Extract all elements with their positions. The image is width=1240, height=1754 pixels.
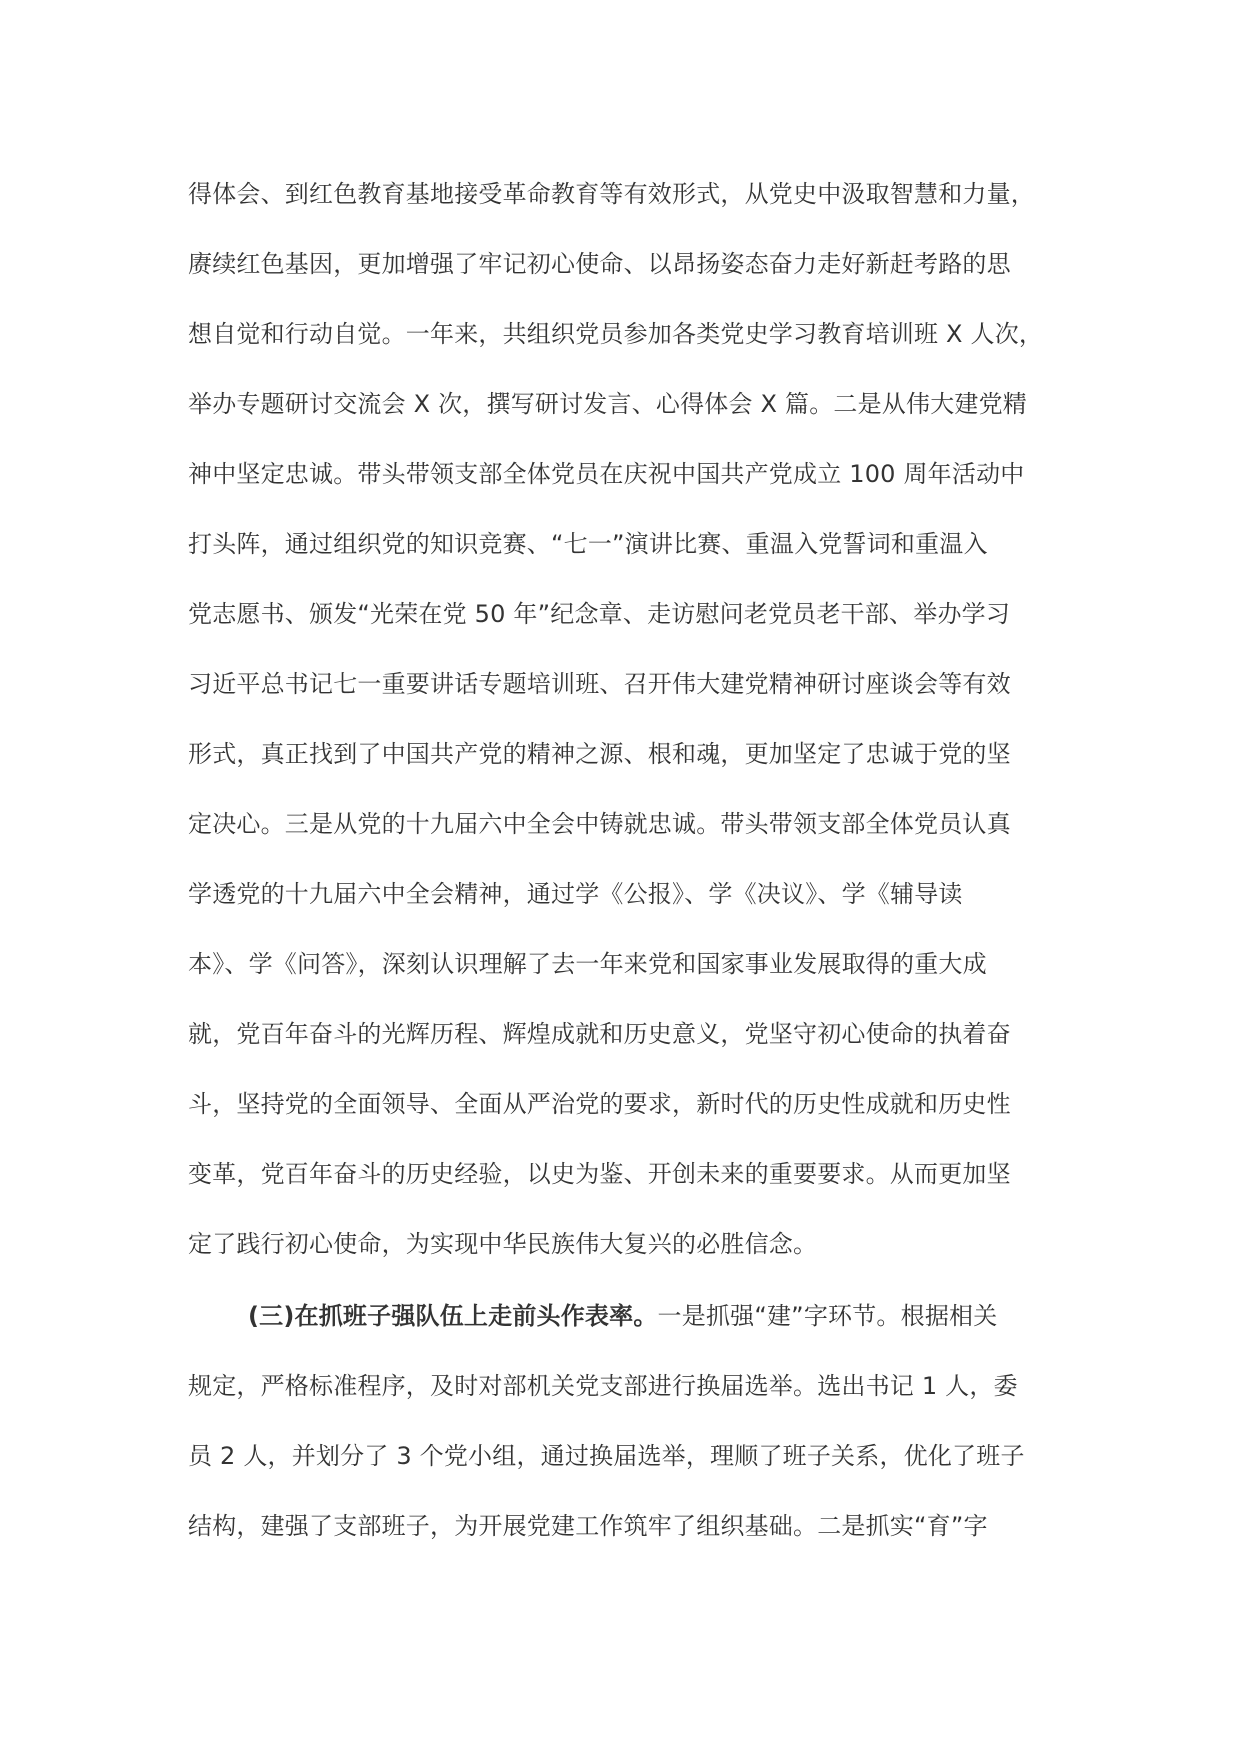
paragraph-line: 形式，真正找到了中国共产党的精神之源、根和魂，更加坚定了忠诚于党的坚 — [188, 740, 1011, 768]
paragraph-line: 本》、学《问答》，深刻认识理解了去一年来党和国家事业发展取得的重大成 — [188, 950, 987, 978]
paragraph-line: 神中坚定忠诚。带头带领支部全体党员在庆祝中国共产党成立 100 周年活动中 — [188, 460, 1025, 488]
paragraph-line: 斗，坚持党的全面领导、全面从严治党的要求，新时代的历史性成就和历史性 — [188, 1090, 1011, 1118]
paragraph-line: 打头阵，通过组织党的知识竞赛、“七一”演讲比赛、重温入党誓词和重温入 — [188, 530, 988, 558]
paragraph-line: 就，党百年奋斗的光辉历程、辉煌成就和历史意义，党坚守初心使命的执着奋 — [188, 1020, 1011, 1048]
paragraph-line: 定决心。三是从党的十九届六中全会中铸就忠诚。带头带领支部全体党员认真 — [188, 810, 1011, 838]
paragraph-line: 赓续红色基因，更加增强了牢记初心使命、以昂扬姿态奋力走好新赶考路的思 — [188, 250, 1011, 278]
paragraph-line: 定了践行初心使命，为实现中华民族伟大复兴的必胜信念。 — [188, 1230, 818, 1258]
paragraph-line: 变革，党百年奋斗的历史经验，以史为鉴、开创未来的重要要求。从而更加坚 — [188, 1160, 1011, 1188]
paragraph-line: 规定，严格标准程序，及时对部机关党支部进行换届选举。选出书记 1 人，委 — [188, 1372, 1018, 1400]
section-first-line-text: 一是抓强“建”字环节。根据相关 — [657, 1302, 998, 1330]
paragraph-line: 学透党的十九届六中全会精神，通过学《公报》、学《决议》、学《辅导读 — [188, 880, 963, 908]
paragraph-line: 结构，建强了支部班子，为开展党建工作筑牢了组织基础。二是抓实“育”字 — [188, 1512, 988, 1540]
paragraph-line: 得体会、到红色教育基地接受革命教育等有效形式，从党史中汲取智慧和力量， — [188, 180, 1035, 208]
section-first-line — [188, 1298, 1068, 1368]
paragraph-line: 党志愿书、颁发“光荣在党 50 年”纪念章、走访慰问老党员老干部、举办学习 — [188, 600, 1011, 628]
paragraph-line: 举办专题研讨交流会 X 次，撰写研讨发言、心得体会 X 篇。二是从伟大建党精 — [188, 390, 1027, 418]
document-body — [188, 176, 1068, 1578]
paragraph-line: 想自觉和行动自觉。一年来，共组织党员参加各类党史学习教育培训班 X 人次， — [188, 320, 1044, 348]
section-heading: (三)在抓班子强队伍上走前头作表率。 — [248, 1302, 658, 1330]
paragraph-line: 习近平总书记七一重要讲话专题培训班、召开伟大建党精神研讨座谈会等有效 — [188, 670, 1011, 698]
paragraph-line: 员 2 人，并划分了 3 个党小组，通过换届选举，理顺了班子关系，优化了班子 — [188, 1442, 1025, 1470]
